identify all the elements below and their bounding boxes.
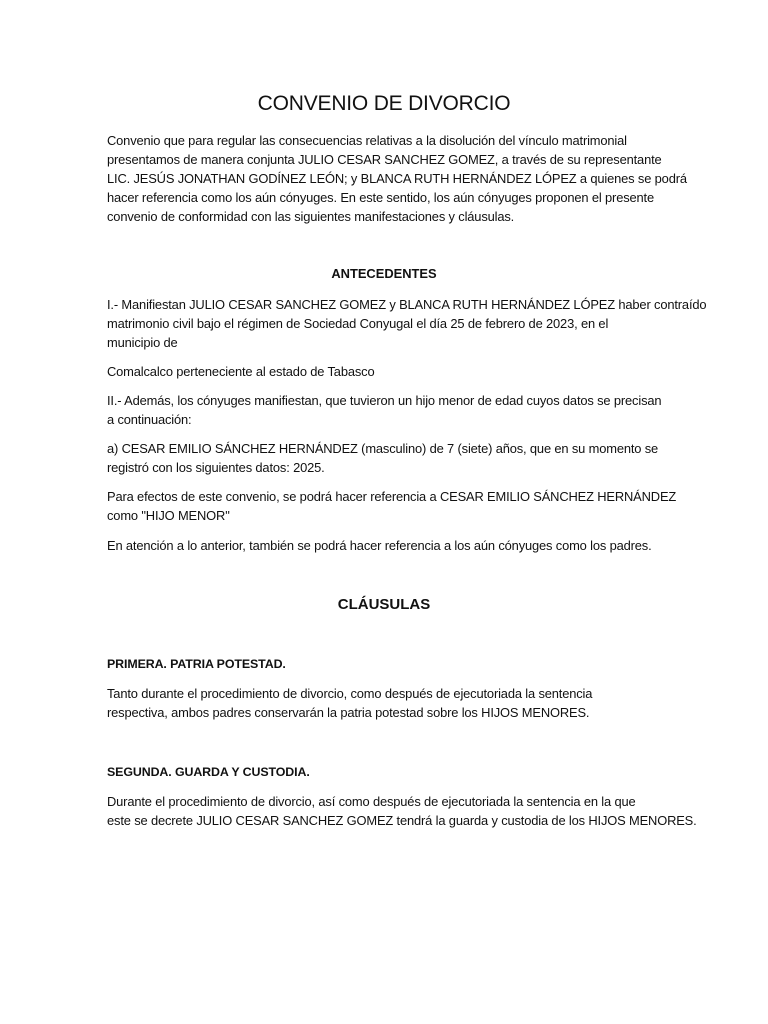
paragraph-line: este se decrete JULIO CESAR SANCHEZ GOMEZ tendrá la guarda y custodia de los HIJOS MENORES. — [107, 813, 697, 828]
paragraph-line: Para efectos de este convenio, se podrá hacer referencia a CESAR EMILIO SÁNCHEZ HERNÁNDEZ — [107, 489, 677, 504]
clause-primera-text — [107, 684, 667, 722]
intro-line: presentamos de manera conjunta JULIO CESAR SANCHEZ GOMEZ, a través de su representante — [107, 152, 662, 167]
paragraph-line: a continuación: — [107, 412, 192, 427]
clause-segunda-text — [107, 792, 697, 830]
antecedente-paragraph-3 — [107, 391, 667, 429]
clausulas-heading: CLÁUSULAS — [337, 596, 431, 613]
antecedente-paragraph-6 — [107, 536, 667, 555]
paragraph-line: a) CESAR EMILIO SÁNCHEZ HERNÁNDEZ (masculino) de 7 (siete) años, que en su momento se — [107, 441, 659, 456]
antecedente-paragraph-2 — [107, 362, 667, 381]
paragraph-line: Durante el procedimiento de divorcio, así como después de ejecutoriada la sentencia en la que — [107, 794, 636, 809]
paragraph-line: como "HIJO MENOR" — [107, 508, 230, 523]
paragraph-line: respectiva, ambos padres conservarán la patria potestad sobre los HIJOS MENORES. — [107, 705, 590, 720]
antecedente-paragraph-1 — [107, 295, 707, 352]
intro-line: convenio de conformidad con las siguientes manifestaciones y cláusulas. — [107, 209, 515, 224]
antecedente-paragraph-4 — [107, 439, 667, 477]
paragraph-line: Tanto durante el procedimiento de divorcio, como después de ejecutoriada la sentencia — [107, 686, 593, 701]
antecedente-paragraph-5 — [107, 487, 677, 525]
paragraph-line: matrimonio civil bajo el régimen de Sociedad Conyugal el día 25 de febrero de 2023, en el — [107, 316, 609, 331]
paragraph-line: I.- Manifiestan JULIO CESAR SANCHEZ GOMEZ y BLANCA RUTH HERNÁNDEZ LÓPEZ haber contraído — [107, 297, 707, 312]
paragraph-line: Comalcalco perteneciente al estado de Tabasco — [107, 364, 375, 379]
intro-line: LIC. JESÚS JONATHAN GODÍNEZ LEÓN; y BLANCA RUTH HERNÁNDEZ LÓPEZ a quienes se podrá — [107, 171, 687, 186]
intro-paragraph — [107, 131, 687, 226]
intro-line: hacer referencia como los aún cónyuges. En este sentido, los aún cónyuges proponen el presente — [107, 190, 655, 205]
clause-primera-title: PRIMERA. PATRIA POTESTAD. — [107, 657, 286, 671]
paragraph-line: II.- Además, los cónyuges manifiestan, que tuvieron un hijo menor de edad cuyos datos se precisan — [107, 393, 662, 408]
paragraph-line: municipio de — [107, 335, 178, 350]
intro-line: Convenio que para regular las consecuencias relativas a la disolución del vínculo matrimonial — [107, 133, 627, 148]
document-title: CONVENIO DE DIVORCIO — [257, 92, 511, 115]
antecedentes-heading: ANTECEDENTES — [331, 266, 437, 281]
paragraph-line: registró con los siguientes datos: 2025. — [107, 460, 325, 475]
clause-segunda-title: SEGUNDA. GUARDA Y CUSTODIA. — [107, 765, 310, 779]
paragraph-line: En atención a lo anterior, también se podrá hacer referencia a los aún cónyuges como los padres. — [107, 538, 652, 553]
